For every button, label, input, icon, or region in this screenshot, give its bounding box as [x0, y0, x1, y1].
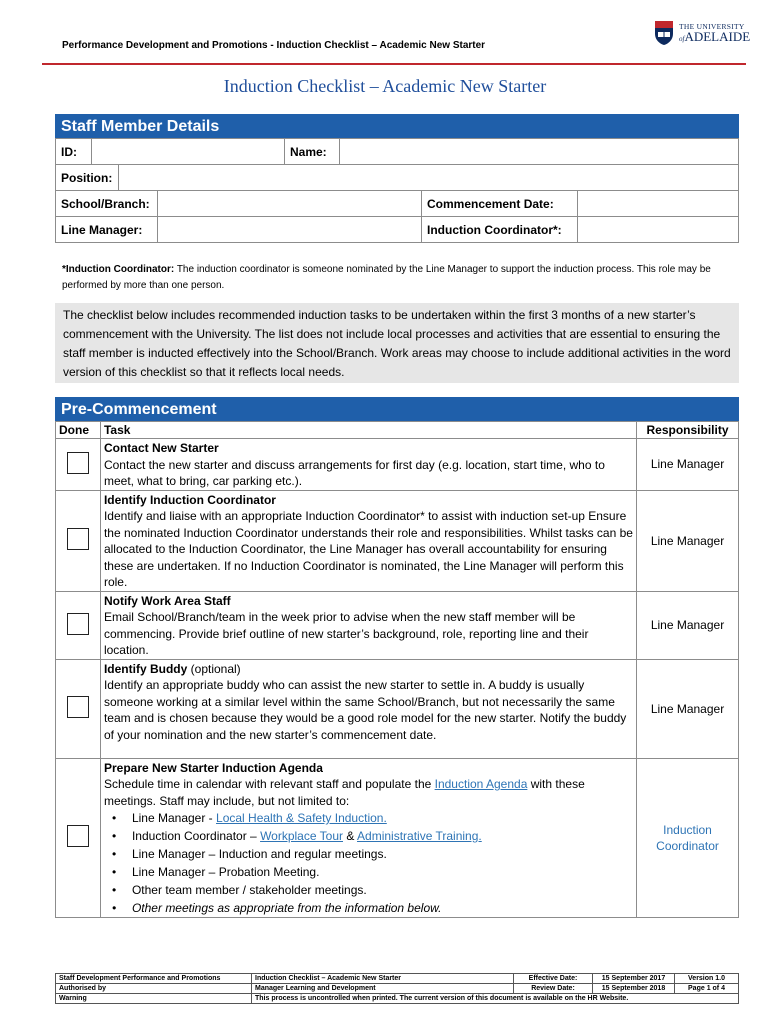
- manager-field[interactable]: [158, 217, 422, 243]
- col-responsibility-header: Responsibility: [637, 422, 739, 439]
- task-title: Identify Induction Coordinator: [103, 492, 276, 507]
- list-item: • Other team member / stakeholder meetings.: [104, 881, 633, 899]
- school-label: School/Branch:: [56, 191, 158, 217]
- list-item: • Line Manager – Probation Meeting.: [104, 863, 633, 881]
- table-row: [56, 758, 739, 918]
- responsibility: Line Manager: [637, 439, 739, 491]
- info-box: The checklist below includes recommended induction tasks to be undertaken within the first 3 months of a new starter’s commencement with the University. The list does not include local processes and activities that are essential to ensuring the staff member is inducted effectively into the School/Branch. Work areas may choose to include additional activities in the word version of this checklist so that it reflects local needs.: [55, 303, 739, 383]
- health-safety-link[interactable]: Local Health & Safety Induction.: [216, 811, 387, 825]
- logo-line2: ofADELAIDE: [679, 29, 751, 44]
- list-item: • Line Manager - Local Health & Safety Induction.: [104, 809, 633, 827]
- position-field[interactable]: [119, 165, 739, 191]
- name-label: Name:: [285, 139, 340, 165]
- list-item: • Other meetings as appropriate from the information below.: [104, 899, 633, 917]
- done-checkbox[interactable]: [67, 825, 89, 847]
- table-row: [56, 490, 739, 591]
- table-row: [56, 659, 739, 758]
- done-checkbox[interactable]: [67, 613, 89, 635]
- footer-cell: Authorised by: [56, 984, 252, 994]
- col-task-header: Task: [100, 422, 636, 439]
- responsibility: Line Manager: [637, 591, 739, 659]
- shield-icon: [654, 20, 674, 46]
- induction-agenda-link[interactable]: Induction Agenda: [434, 777, 528, 791]
- footer-cell: Warning: [56, 994, 252, 1004]
- footer-cell: Staff Development Performance and Promotions: [56, 974, 252, 984]
- table-row: [56, 439, 739, 491]
- task-body: Schedule time in calendar with relevant staff and populate the Induction Agenda with these meetings. Staff may include, but not limited to:: [103, 777, 585, 808]
- footer-cell: Induction Checklist – Academic New Starter: [252, 974, 514, 984]
- footer-cell: 15 September 2018: [593, 984, 675, 994]
- footer-warning: This process is uncontrolled when printed. The current version of this document is available on the HR Website.: [252, 994, 739, 1004]
- task-body: Identify an appropriate buddy who can assist the new starter to settle in. A buddy is usually someone working at a similar level within the same School/Branch, but not necessarily the same team and is chosen because they would be a good role model for the new starter. Notify the buddy of your nomination and the new starter’s commencement date.: [103, 678, 627, 742]
- document-title: Induction Checklist – Academic New Starter: [223, 76, 547, 96]
- position-label: Position:: [56, 165, 119, 191]
- col-done-header: Done: [56, 422, 101, 439]
- coordinator-note: *Induction Coordinator: The induction coordinator is someone nominated by the Line Manager to support the induction process. This role may be performed by more than one person.: [62, 264, 711, 291]
- coordinator-label: Induction Coordinator*:: [422, 217, 578, 243]
- task-title: Notify Work Area Staff: [103, 593, 231, 608]
- list-item: • Induction Coordinator – Workplace Tour & Administrative Training.: [104, 827, 633, 845]
- task-body: Email School/Branch/team in the week prior to advise when the new staff member will be commencing. Provide brief outline of new starter’s background, role, reporting line and their location.: [103, 610, 589, 657]
- table-header-row: [56, 422, 739, 439]
- responsibility: Induction Coordinator: [637, 758, 739, 918]
- university-logo: [654, 20, 750, 54]
- school-table: [55, 190, 739, 243]
- footer-cell: Page 1 of 4: [675, 984, 739, 994]
- pre-commencement-table: [55, 421, 739, 918]
- id-field[interactable]: [92, 139, 285, 165]
- id-label: ID:: [56, 139, 92, 165]
- header-rule: [42, 63, 746, 65]
- responsibility: Line Manager: [637, 490, 739, 591]
- pre-commencement-heading: Pre-Commencement: [55, 397, 739, 421]
- task-body: Identify and liaise with an appropriate Induction Coordinator* to assist with induction set-up Ensure the nominated Induction Coordinator understands their role and responsibilities. Whilst tasks can be allocated to the Induction Coordinator, the Line Manager has overall accountability for ensuring these are undertaken. If no Induction Coordinator is nominated, the Line Manager will perform this role.: [103, 509, 633, 589]
- commencement-field[interactable]: [578, 191, 739, 217]
- done-checkbox[interactable]: [67, 528, 89, 550]
- coordinator-field[interactable]: [578, 217, 739, 243]
- task-title: Prepare New Starter Induction Agenda: [103, 760, 323, 775]
- manager-label: Line Manager:: [56, 217, 158, 243]
- position-table: [55, 164, 739, 191]
- task-title: Identify Buddy (optional): [103, 661, 241, 676]
- name-field[interactable]: [340, 139, 739, 165]
- done-checkbox[interactable]: [67, 696, 89, 718]
- admin-training-link[interactable]: Administrative Training.: [357, 829, 482, 843]
- task-title: Contact New Starter: [103, 441, 219, 455]
- table-row: [56, 591, 739, 659]
- staff-details-table: [55, 138, 739, 165]
- responsibility: Line Manager: [637, 659, 739, 758]
- page-header: Performance Development and Promotions - Induction Checklist – Academic New Starter: [62, 40, 486, 51]
- commencement-label: Commencement Date:: [422, 191, 578, 217]
- footer-cell: Manager Learning and Development: [252, 984, 514, 994]
- staff-details-heading: Staff Member Details: [55, 114, 739, 138]
- footer-cell: Version 1.0: [675, 974, 739, 984]
- list-item: • Line Manager – Induction and regular meetings.: [104, 845, 633, 863]
- task-body: Contact the new starter and discuss arrangements for first day (e.g. location, start time, who to meet, what to bring, car parking etc.).: [103, 457, 605, 488]
- workplace-tour-link[interactable]: Workplace Tour: [260, 829, 343, 843]
- school-field[interactable]: [158, 191, 422, 217]
- meeting-list: [104, 809, 633, 917]
- footer-cell: Review Date:: [514, 984, 593, 994]
- done-checkbox[interactable]: [67, 452, 89, 474]
- footer-cell: 15 September 2017: [593, 974, 675, 984]
- footer-table: [55, 973, 739, 1004]
- footer-cell: Effective Date:: [514, 974, 593, 984]
- logo-line1: THE UNIVERSITY: [679, 22, 745, 31]
